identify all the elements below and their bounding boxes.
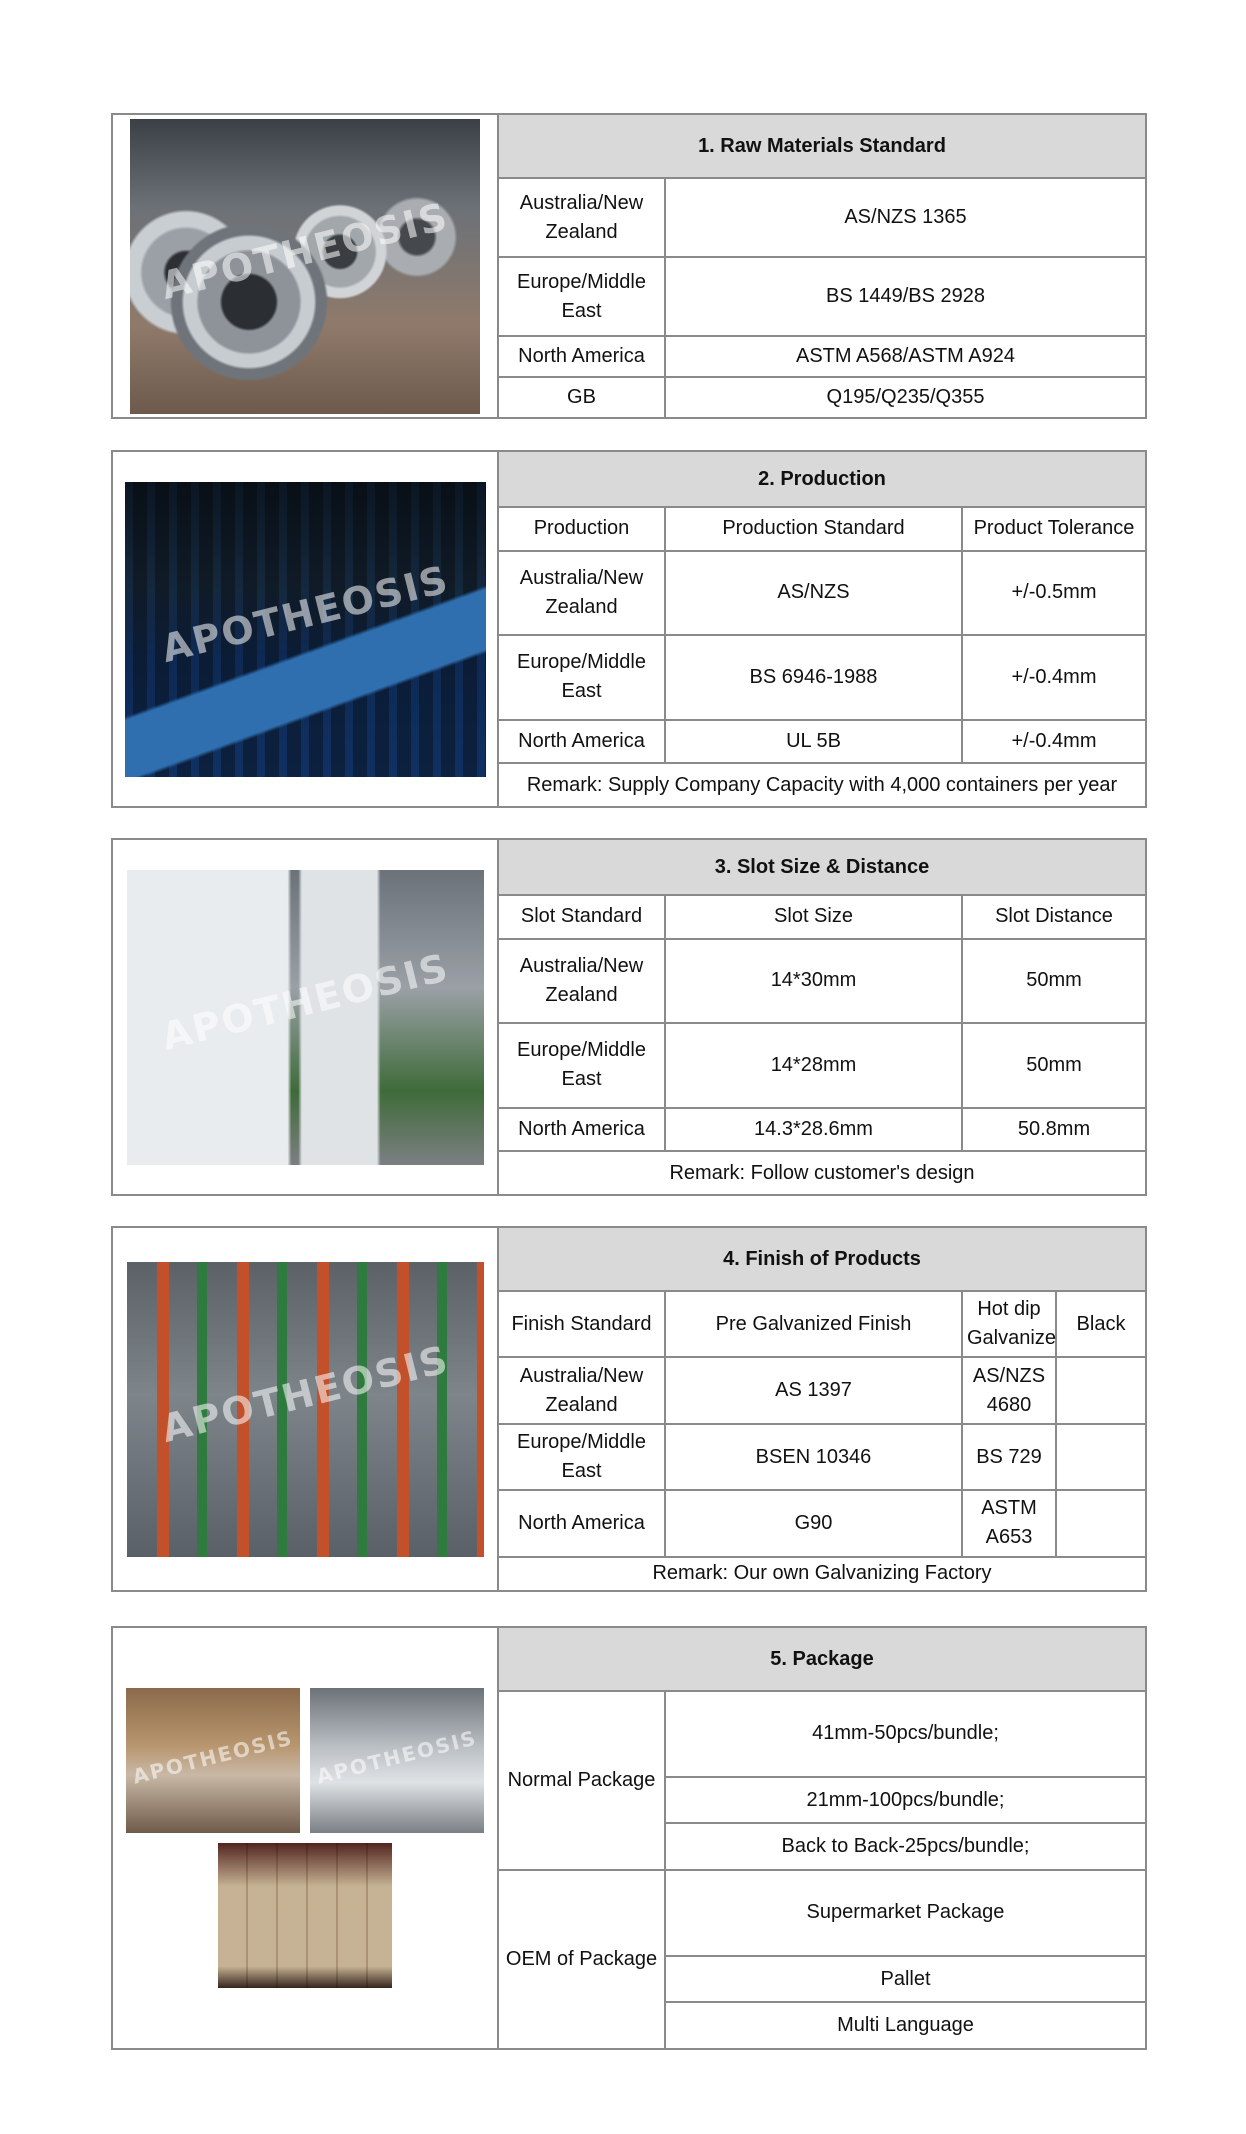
production-section (111, 450, 1147, 808)
warehouse-photo (126, 1688, 300, 1833)
column-header: Finish Standard (498, 1291, 665, 1357)
package-table (111, 1626, 1147, 2050)
column-header: Slot Standard (498, 895, 665, 939)
package-photos-cell (112, 1627, 498, 2049)
slot-size-cell: 14*30mm (665, 939, 962, 1023)
section-title: 1. Raw Materials Standard (498, 114, 1146, 178)
section-title: 5. Package (498, 1627, 1146, 1691)
region-cell: North America (498, 336, 665, 377)
slot-distance-cell: 50.8mm (962, 1108, 1146, 1152)
slot-size-table (111, 838, 1147, 1196)
region-cell: Australia/New Zealand (498, 551, 665, 635)
slot-distance-cell: 50mm (962, 939, 1146, 1023)
slot-size-cell: 14*28mm (665, 1023, 962, 1107)
black-cell (1056, 1490, 1146, 1556)
standard-cell: AS/NZS 1365 (665, 178, 1146, 257)
package-section (111, 1626, 1147, 2050)
galvanizing-photo (127, 1262, 484, 1557)
photo-watermark: APOTHEOSIS (314, 1725, 480, 1789)
column-header: Black (1056, 1291, 1146, 1357)
production-line-photo (125, 482, 486, 777)
region-cell: Europe/Middle East (498, 635, 665, 719)
punch-press-photo (127, 870, 484, 1165)
column-header: Production (498, 507, 665, 551)
hot-dip-cell: BS 729 (962, 1424, 1056, 1490)
column-header: Slot Size (665, 895, 962, 939)
remark-cell: Remark: Our own Galvanizing Factory (498, 1557, 1146, 1591)
column-header: Slot Distance (962, 895, 1146, 939)
pre-galvanized-cell: AS 1397 (665, 1357, 962, 1423)
photo-watermark: APOTHEOSIS (130, 1725, 296, 1789)
tolerance-cell: +/-0.5mm (962, 551, 1146, 635)
standard-cell: Q195/Q235/Q355 (665, 377, 1146, 418)
hot-dip-cell: ASTM A653 (962, 1490, 1056, 1556)
galvanizing-photo-cell (112, 1227, 498, 1591)
package-item: 41mm-50pcs/bundle; (665, 1691, 1146, 1777)
region-cell: North America (498, 1490, 665, 1556)
package-item: 21mm-100pcs/bundle; (665, 1777, 1146, 1824)
section-title: 4. Finish of Products (498, 1227, 1146, 1291)
package-item: Back to Back-25pcs/bundle; (665, 1823, 1146, 1870)
photo-watermark: APOTHEOSIS (156, 1336, 454, 1451)
standard-cell: AS/NZS (665, 551, 962, 635)
slot-distance-cell: 50mm (962, 1023, 1146, 1107)
region-cell: Europe/Middle East (498, 257, 665, 336)
package-item: Multi Language (665, 2002, 1146, 2049)
production-table (111, 450, 1147, 808)
section-title: 3. Slot Size & Distance (498, 839, 1146, 895)
section-title: 2. Production (498, 451, 1146, 507)
finish-section (111, 1226, 1147, 1592)
region-cell: GB (498, 377, 665, 418)
slot-size-cell: 14.3*28.6mm (665, 1108, 962, 1152)
black-cell (1056, 1357, 1146, 1423)
tolerance-cell: +/-0.4mm (962, 635, 1146, 719)
region-cell: Australia/New Zealand (498, 939, 665, 1023)
pre-galvanized-cell: BSEN 10346 (665, 1424, 962, 1490)
standard-cell: BS 1449/BS 2928 (665, 257, 1146, 336)
pre-galvanized-cell: G90 (665, 1490, 962, 1556)
package-photos (126, 1688, 484, 1988)
column-header: Hot dip Galvanize (962, 1291, 1056, 1357)
bundles-photo (310, 1688, 484, 1833)
package-item: Supermarket Package (665, 1870, 1146, 1956)
photo-watermark: APOTHEOSIS (156, 944, 454, 1059)
production-line-photo-cell (112, 451, 498, 807)
photo-watermark: APOTHEOSIS (156, 556, 454, 671)
container-loading-photo (218, 1843, 392, 1988)
finish-table (111, 1226, 1147, 1592)
column-header: Production Standard (665, 507, 962, 551)
standard-cell: BS 6946-1988 (665, 635, 962, 719)
standard-cell: UL 5B (665, 720, 962, 764)
raw-materials-section (111, 113, 1147, 419)
slot-size-section (111, 838, 1147, 1196)
region-cell: Europe/Middle East (498, 1023, 665, 1107)
region-cell: North America (498, 1108, 665, 1152)
raw-materials-table (111, 113, 1147, 419)
normal-package-label: Normal Package (498, 1691, 665, 1870)
punch-press-photo-cell (112, 839, 498, 1195)
region-cell: Australia/New Zealand (498, 1357, 665, 1423)
steel-coils-photo-cell (112, 114, 498, 418)
region-cell: North America (498, 720, 665, 764)
tolerance-cell: +/-0.4mm (962, 720, 1146, 764)
photo-watermark: APOTHEOSIS (156, 193, 454, 308)
column-header: Pre Galvanized Finish (665, 1291, 962, 1357)
remark-cell: Remark: Follow customer's design (498, 1151, 1146, 1195)
black-cell (1056, 1424, 1146, 1490)
remark-cell: Remark: Supply Company Capacity with 4,000 containers per year (498, 763, 1146, 807)
region-cell: Australia/New Zealand (498, 178, 665, 257)
oem-package-label: OEM of Package (498, 1870, 665, 2049)
hot-dip-cell: AS/NZS 4680 (962, 1357, 1056, 1423)
region-cell: Europe/Middle East (498, 1424, 665, 1490)
standard-cell: ASTM A568/ASTM A924 (665, 336, 1146, 377)
steel-coils-photo (130, 119, 480, 414)
package-item: Pallet (665, 1956, 1146, 2003)
column-header: Product Tolerance (962, 507, 1146, 551)
